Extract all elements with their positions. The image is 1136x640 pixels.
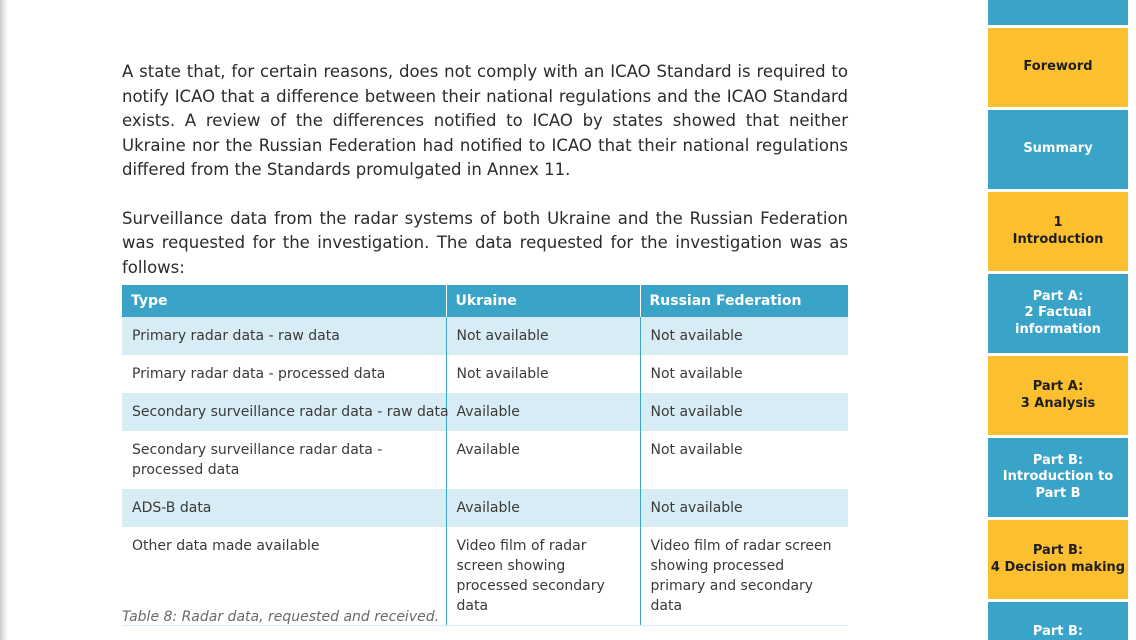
table-cell: Available [446,489,640,527]
table-row [122,431,848,489]
table-cell: Available [446,431,640,489]
nav-tab-label: Part B: [1032,624,1084,639]
table-row [122,393,848,431]
nav-tab-introduction-part-b[interactable] [988,438,1128,517]
nav-tab-foreword[interactable] [988,28,1128,107]
table-cell: Other data made available [122,527,446,626]
table-cell: ADS-B data [122,489,446,527]
nav-tab-label: Part B: Introduction to Part B [1002,452,1114,501]
table-cell: Not available [446,317,640,355]
table-cell: Video film of radar screen showing processed primary and secondary data [640,527,848,626]
nav-tab-label: Summary [1023,141,1093,157]
nav-tab-label: Foreword [1023,59,1093,75]
table-caption: Table 8: Radar data, requested and received. [122,609,440,625]
nav-tab-previous[interactable] [988,0,1128,25]
nav-tab-label: Part A: 3 Analysis [1020,379,1096,411]
nav-tab-decision-making[interactable] [988,520,1128,599]
body-paragraph: A state that, for certain reasons, does not comply with an ICAO Standard is required to notify ICAO that a difference between their national regulations and the ICAO Standard exists. A review of the differences notified to ICAO by states showed that neither Ukraine nor the Russian Federation had notified to ICAO that their national regulations differed from the Standards promulgated in Annex 11. [122,62,848,179]
table-cell: Primary radar data - raw data [122,317,446,355]
table-cell: Secondary surveillance radar data - processed data [122,431,446,489]
table-cell: Available [446,393,640,431]
page-edge-shadow [0,0,8,640]
nav-tab-factual-information[interactable] [988,274,1128,353]
table-row [122,317,848,355]
nav-tab-summary[interactable] [988,110,1128,189]
nav-tab-part-b-next[interactable] [988,602,1128,640]
section-navigation-sidebar [988,0,1128,640]
table-cell: Secondary surveillance radar data - raw data [122,393,446,431]
document-body [122,60,848,625]
body-paragraph: Surveillance data from the radar systems of both Ukraine and the Russian Federation was requested for the investigation. The data requested for the investigation was as follows: [122,208,848,277]
nav-tab-introduction[interactable] [988,192,1128,271]
table-header-row [122,285,848,317]
table-cell: Not available [640,317,848,355]
table-cell: Not available [650,442,743,458]
column-header-ukraine: Ukraine [446,285,640,317]
table-cell: Not available [446,355,640,393]
column-header-russian-federation: Russian Federation [640,285,848,317]
radar-data-table [122,285,848,626]
table-row [122,489,848,527]
table-cell: Video film of radar screen showing processed secondary data [446,527,640,626]
table-cell: Not available [640,393,848,431]
nav-tab-label: Part A: 2 Factual information [1015,288,1101,337]
nav-tab-label: Part B: 4 Decision making [990,543,1126,575]
table-cell: Not available [640,489,848,527]
column-header-type: Type [122,285,446,317]
nav-tab-label: 1 Introduction [1012,215,1104,247]
nav-tab-analysis[interactable] [988,356,1128,435]
table-row [122,355,848,393]
table-cell: Not available [650,366,743,382]
table-cell: Primary radar data - processed data [122,355,446,393]
